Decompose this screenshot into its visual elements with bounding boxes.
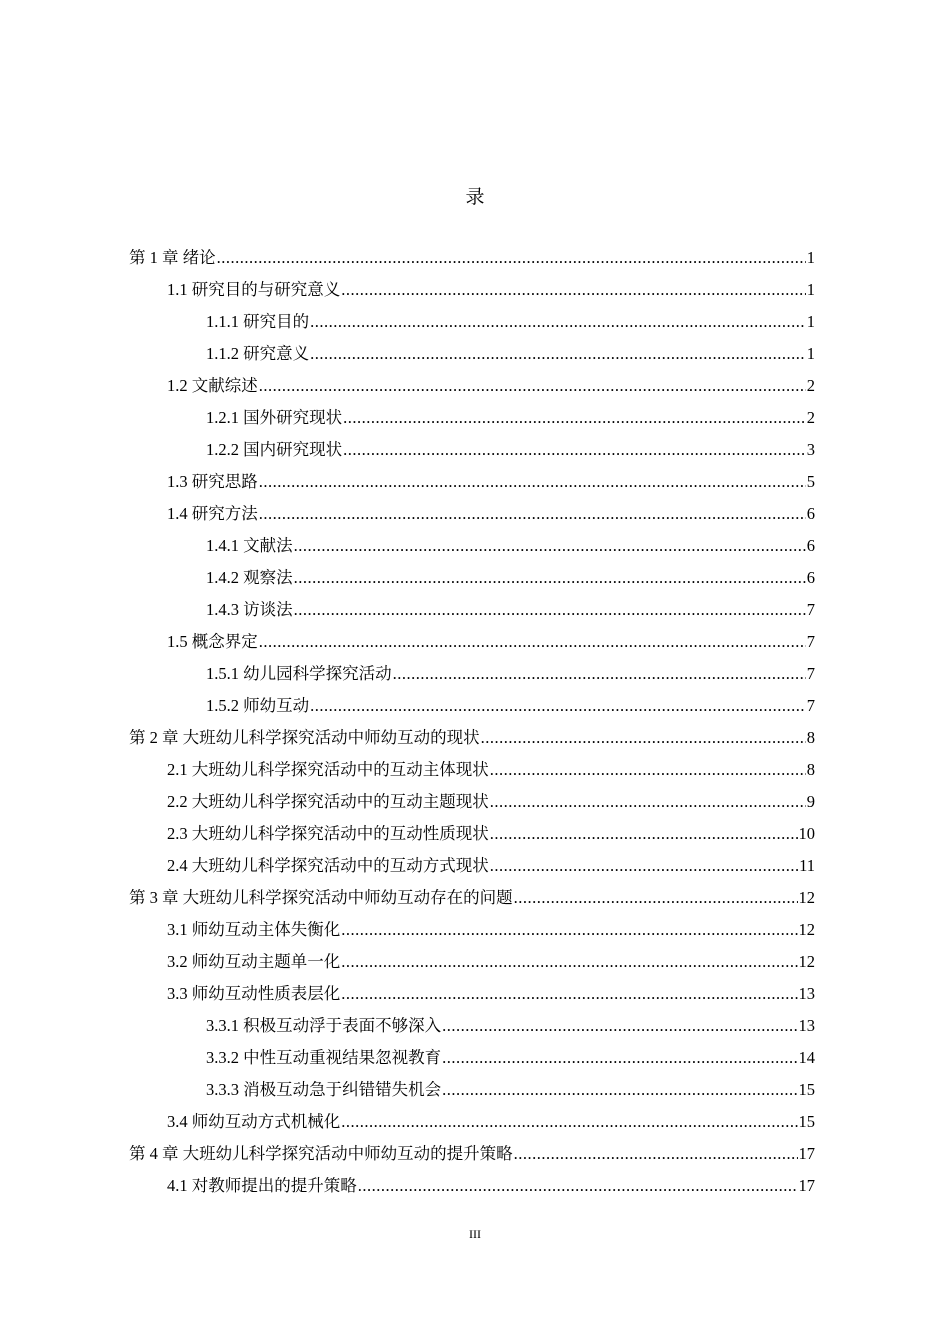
dot-leader — [341, 914, 797, 946]
toc-entry-label: 1.5.2 师幼互动 — [206, 696, 310, 715]
toc-entry-page-number: 1 — [806, 280, 815, 299]
toc-entry-page-number: 5 — [806, 472, 815, 491]
dot-leader — [259, 370, 806, 402]
toc-entry[interactable] — [129, 274, 815, 306]
dot-leader — [341, 946, 797, 978]
toc-entry-page-number: 12 — [798, 920, 815, 939]
toc-entry-label: 1.4 研究方法 — [167, 504, 258, 523]
toc-entry-page-number: 1 — [806, 312, 815, 331]
toc-entry-label: 1.4.2 观察法 — [206, 568, 293, 587]
toc-entry-label: 1.1 研究目的与研究意义 — [167, 280, 341, 299]
toc-entry-label: 1.4.3 访谈法 — [206, 600, 293, 619]
toc-entry-page-number: 13 — [798, 1016, 815, 1035]
toc-entry-label: 1.2 文献综述 — [167, 376, 258, 395]
toc-entry-label: 3.1 师幼互动主体失衡化 — [167, 920, 341, 939]
toc-entry-label: 3.3.3 消极互动急于纠错错失机会 — [206, 1080, 442, 1099]
dot-leader — [514, 1138, 798, 1170]
toc-entry-label: 1.5.1 幼儿园科学探究活动 — [206, 664, 392, 683]
toc-entry-page-number: 17 — [798, 1144, 815, 1163]
dot-leader — [442, 1010, 797, 1042]
toc-entry[interactable] — [129, 498, 815, 530]
toc-entry-label: 1.2.2 国内研究现状 — [206, 440, 343, 459]
toc-entry-page-number: 13 — [798, 984, 815, 1003]
toc-entry[interactable] — [129, 242, 815, 274]
dot-leader — [310, 338, 806, 370]
toc-entry-label: 1.5 概念界定 — [167, 632, 258, 651]
dot-leader — [490, 818, 798, 850]
toc-entry-page-number: 7 — [806, 600, 815, 619]
dot-leader — [343, 434, 806, 466]
toc-entry[interactable] — [129, 370, 815, 402]
toc-entry-label: 2.1 大班幼儿科学探究活动中的互动主体现状 — [167, 760, 489, 779]
toc-entry-page-number: 11 — [799, 856, 815, 875]
toc-entry-label: 1.2.1 国外研究现状 — [206, 408, 343, 427]
toc-entry-page-number: 7 — [806, 632, 815, 651]
toc-entry[interactable] — [129, 306, 815, 338]
dot-leader — [442, 1042, 797, 1074]
toc-entry-page-number: 15 — [798, 1080, 815, 1099]
toc-entry-label: 1.4.1 文献法 — [206, 536, 293, 555]
dot-leader — [442, 1074, 797, 1106]
dot-leader — [259, 498, 806, 530]
dot-leader — [490, 754, 806, 786]
toc-entry-page-number: 17 — [798, 1176, 815, 1195]
toc-entry-label: 2.2 大班幼儿科学探究活动中的互动主题现状 — [167, 792, 489, 811]
dot-leader — [294, 562, 806, 594]
table-of-contents — [129, 242, 815, 1202]
toc-entry-label: 1.1.1 研究目的 — [206, 312, 310, 331]
toc-entry-label: 第 3 章 大班幼儿科学探究活动中师幼互动存在的问题 — [129, 888, 513, 907]
toc-entry[interactable] — [129, 690, 815, 722]
dot-leader — [358, 1170, 798, 1202]
dot-leader — [343, 402, 806, 434]
toc-entry-page-number: 12 — [798, 952, 815, 971]
dot-leader — [490, 786, 806, 818]
dot-leader — [217, 242, 806, 274]
page-number-footer: III — [469, 1227, 481, 1241]
toc-entry-label: 第 2 章 大班幼儿科学探究活动中师幼互动的现状 — [129, 728, 480, 747]
toc-entry-label: 4.1 对教师提出的提升策略 — [167, 1176, 357, 1195]
toc-title: 录 — [465, 187, 485, 208]
dot-leader — [259, 466, 806, 498]
dot-leader — [481, 722, 806, 754]
toc-entry-label: 2.4 大班幼儿科学探究活动中的互动方式现状 — [167, 856, 489, 875]
dot-leader — [490, 850, 798, 882]
toc-entry[interactable] — [129, 466, 815, 498]
dot-leader — [341, 274, 806, 306]
toc-entry[interactable] — [129, 530, 815, 562]
toc-entry[interactable] — [129, 1138, 815, 1170]
toc-entry[interactable] — [129, 818, 815, 850]
toc-entry-label: 3.2 师幼互动主题单一化 — [167, 952, 341, 971]
toc-entry-label: 1.1.2 研究意义 — [206, 344, 310, 363]
toc-entry[interactable] — [129, 946, 815, 978]
dot-leader — [294, 594, 806, 626]
toc-entry[interactable] — [129, 1042, 815, 1074]
dot-leader — [514, 882, 798, 914]
toc-entry[interactable] — [129, 882, 815, 914]
toc-entry-page-number: 6 — [806, 568, 815, 587]
toc-entry-page-number: 1 — [806, 344, 815, 363]
toc-entry-label: 2.3 大班幼儿科学探究活动中的互动性质现状 — [167, 824, 489, 843]
toc-entry-label: 3.4 师幼互动方式机械化 — [167, 1112, 341, 1131]
toc-entry[interactable] — [129, 914, 815, 946]
dot-leader — [393, 658, 806, 690]
toc-entry[interactable] — [129, 722, 815, 754]
dot-leader — [341, 978, 797, 1010]
toc-entry[interactable] — [129, 786, 815, 818]
toc-entry-label: 3.3.2 中性互动重视结果忽视教育 — [206, 1048, 442, 1067]
toc-entry[interactable] — [129, 658, 815, 690]
dot-leader — [310, 690, 806, 722]
toc-entry[interactable] — [129, 338, 815, 370]
toc-entry[interactable] — [129, 402, 815, 434]
toc-entry[interactable] — [129, 594, 815, 626]
toc-entry-page-number: 8 — [806, 728, 815, 747]
toc-entry-page-number: 12 — [798, 888, 815, 907]
toc-entry-page-number: 3 — [806, 440, 815, 459]
toc-entry-page-number: 6 — [806, 536, 815, 555]
toc-entry[interactable] — [129, 978, 815, 1010]
toc-entry-page-number: 8 — [806, 760, 815, 779]
toc-entry-page-number: 6 — [806, 504, 815, 523]
toc-entry[interactable] — [129, 850, 815, 882]
toc-entry-page-number: 15 — [798, 1112, 815, 1131]
toc-entry-page-number: 9 — [806, 792, 815, 811]
toc-entry-label: 第 4 章 大班幼儿科学探究活动中师幼互动的提升策略 — [129, 1144, 513, 1163]
toc-entry-label: 3.3.1 积极互动浮于表面不够深入 — [206, 1016, 442, 1035]
toc-entry[interactable] — [129, 1170, 815, 1202]
toc-entry-page-number: 1 — [806, 248, 815, 267]
toc-entry[interactable] — [129, 1010, 815, 1042]
dot-leader — [310, 306, 806, 338]
toc-entry-label: 第 1 章 绪论 — [129, 248, 216, 267]
toc-entry-page-number: 7 — [806, 696, 815, 715]
toc-entry-page-number: 7 — [806, 664, 815, 683]
toc-entry[interactable] — [129, 1074, 815, 1106]
dot-leader — [294, 530, 806, 562]
toc-entry-page-number: 10 — [798, 824, 815, 843]
toc-entry[interactable] — [129, 754, 815, 786]
dot-leader — [259, 626, 806, 658]
toc-entry-page-number: 2 — [806, 376, 815, 395]
toc-entry-page-number: 2 — [806, 408, 815, 427]
dot-leader — [341, 1106, 797, 1138]
toc-entry[interactable] — [129, 1106, 815, 1138]
toc-entry[interactable] — [129, 562, 815, 594]
toc-entry-label: 3.3 师幼互动性质表层化 — [167, 984, 341, 1003]
toc-entry-label: 1.3 研究思路 — [167, 472, 258, 491]
toc-entry[interactable] — [129, 626, 815, 658]
toc-entry[interactable] — [129, 434, 815, 466]
toc-entry-page-number: 14 — [798, 1048, 815, 1067]
